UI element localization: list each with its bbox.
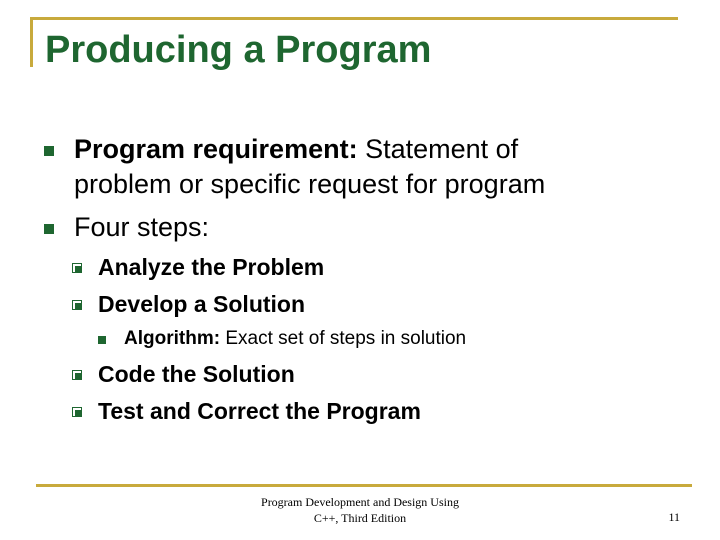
frame-top-rule [30, 17, 678, 20]
page-number: 11 [668, 510, 680, 524]
bullet-requirement-text: Statement of [357, 134, 519, 164]
hollow-square-bullet-icon [72, 407, 82, 417]
frame-left-rule [30, 17, 33, 67]
bullet-requirement-term: Program requirement: [74, 134, 358, 164]
sub-algorithm-text: Exact set of steps in solution [220, 328, 467, 349]
footer-line-2: C++, Third Edition [313, 511, 407, 525]
square-bullet-icon [98, 336, 106, 344]
hollow-square-bullet-icon [72, 263, 82, 273]
hollow-square-bullet-icon [72, 300, 82, 310]
bullet-requirement-continued: problem or specific request for program [74, 169, 546, 199]
slide-title: Producing a Program [45, 29, 432, 71]
square-bullet-icon [44, 224, 54, 234]
bullet-requirement [74, 132, 518, 167]
hollow-square-bullet-icon [72, 370, 82, 380]
footer-line-1: Program Development and Design Using [261, 495, 459, 509]
step-analyze: Analyze the Problem [98, 254, 325, 280]
footer-rule [36, 484, 692, 487]
slide-footer [240, 494, 480, 526]
step-code: Code the Solution [98, 361, 295, 387]
sub-algorithm-term: Algorithm: [124, 328, 221, 349]
step-develop: Develop a Solution [98, 291, 306, 317]
step-test: Test and Correct the Program [98, 398, 421, 424]
square-bullet-icon [44, 146, 54, 156]
bullet-four-steps: Four steps: [74, 212, 210, 242]
sub-algorithm [124, 327, 466, 351]
